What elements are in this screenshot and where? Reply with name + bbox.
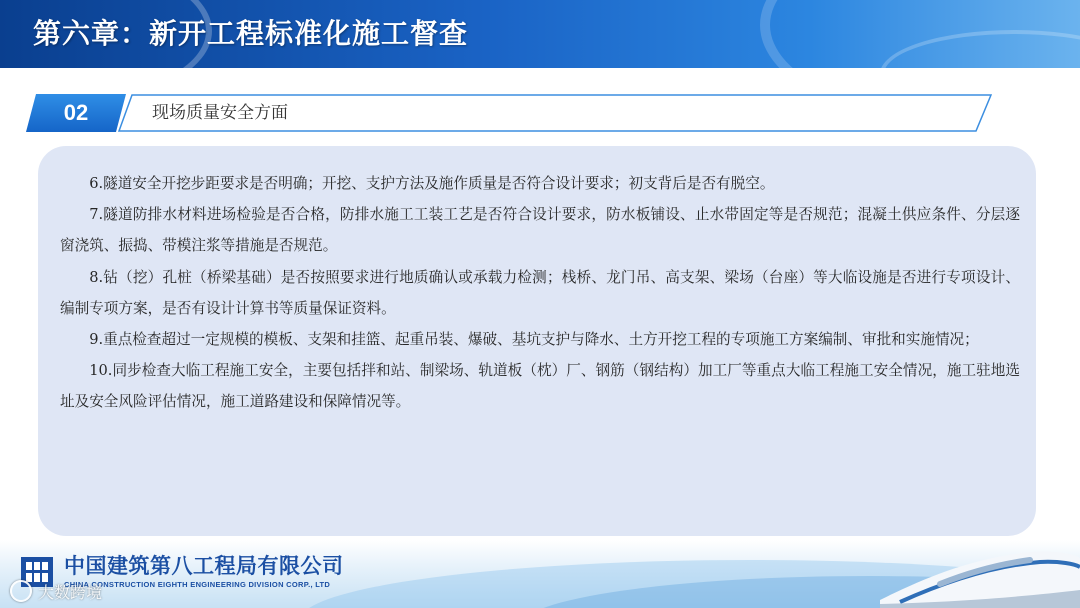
content-paragraph: 8.钻（挖）孔桩（桥梁基础）是否按照要求进行地质确认或承载力检测；栈桥、龙门吊、高支架、梁场（台座）等大临设施是否进行专项设计、编制专项方案，是否有设计计算书等质量保证资料。 — [60, 268, 1020, 317]
content-paragraph: 10.同步检查大临工程施工安全，主要包括拌和站、制梁场、轨道板（枕）厂、钢筋（钢结构）加工厂等重点大临工程施工安全情况，施工驻地选址及安全风险评估情况，施工道路建设和保障情况等。 — [60, 362, 1020, 411]
company-name-english: CHINA CONSTRUCTION EIGHTH ENGINEERING DIVISION CORP., LTD — [64, 580, 331, 589]
content-text — [60, 168, 1020, 418]
content-paragraph: 7.隧道防排水材料进场检验是否合格，防排水施工工装工艺是否符合设计要求，防水板铺设、止水带固定等是否规范；混凝土供应条件、分层逐窗浇筑、振捣、带模注浆等措施是否规范。 — [60, 206, 1020, 255]
section-title: 现场质量安全方面 — [152, 103, 288, 123]
watermark-text: 大数跨境 — [38, 583, 103, 602]
train-image — [880, 540, 1080, 608]
content-paragraph: 9.重点检查超过一定规模的模板、支架和挂篮、起重吊装、爆破、基坑支护与降水、土方开挖工程的专项施工方案编制、审批和实施情况； — [89, 331, 979, 349]
company-name: 中国建筑第八工程局有限公司 — [64, 554, 344, 578]
page-title: 第六章：新开工程标准化施工督查 — [33, 17, 469, 50]
content-paragraph: 6.隧道安全开挖步距要求是否明确；开挖、支护方法及施作质量是否符合设计要求；初支背后是否有脱空。 — [89, 175, 775, 192]
watermark — [10, 580, 102, 604]
watermark-logo-icon — [10, 580, 32, 602]
section-number: 02 — [63, 100, 89, 125]
